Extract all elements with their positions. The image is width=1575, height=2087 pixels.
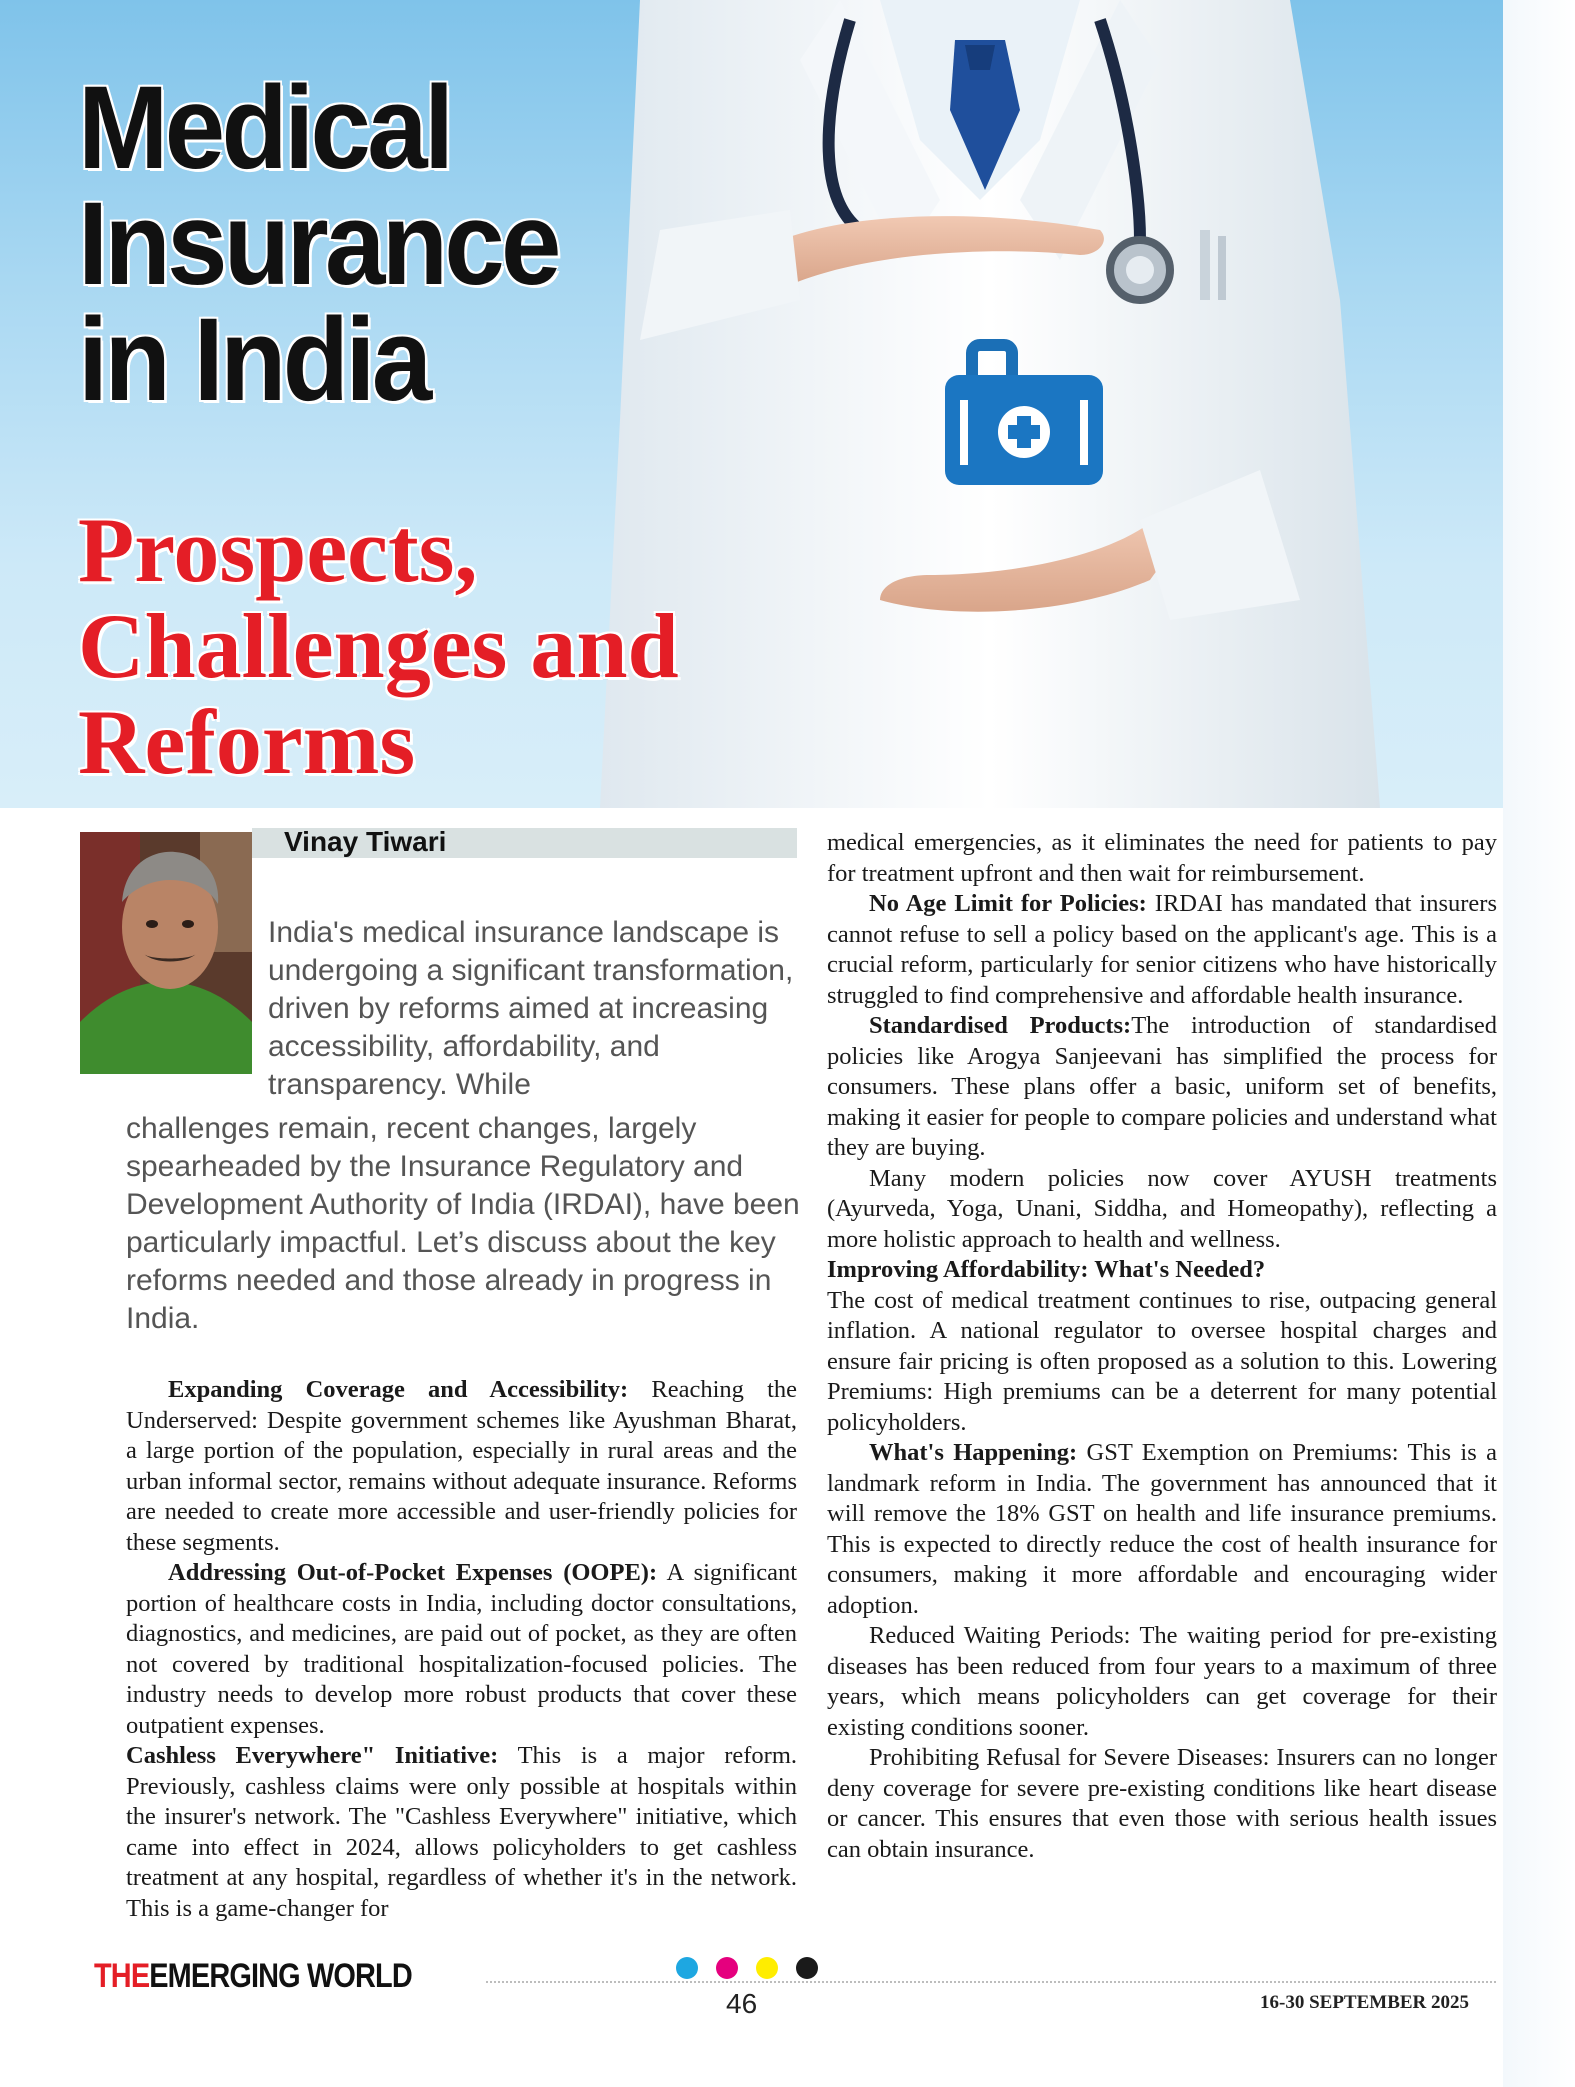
paragraph <box>827 1286 1497 1439</box>
hero-image <box>0 0 1503 808</box>
paragraph-text: GST Exemption on Premiums: This is a landmark reform in India. The government has announced that it will remove the 18% GST on health and life insurance premiums. This is expected to directly reduce the cost of health insurance for consumers, making it more affordable and encouraging wider adoption. <box>827 1439 1497 1619</box>
registration-mark-magenta-icon <box>716 1957 738 1979</box>
page-edge <box>1503 0 1575 2087</box>
intro-text-part-2: challenges remain, recent changes, largely spearheaded by the Insurance Regulatory and Development Authority of India (IRDAI), have been particularly impactful. Let’s discuss about the key reforms needed and those already in progress in India. <box>126 1112 800 1335</box>
paragraph-text: The introduction of standardised policies like Arogya Sanjeevani has simplified the process for consumers. These plans offer a basic, uniform set of benefits, making it easier for people to compare policies and understand what they are buying. <box>827 1012 1497 1161</box>
registration-mark-cyan-icon <box>676 1957 698 1979</box>
headline-line: Insurance <box>78 178 558 310</box>
paragraph <box>126 1741 797 1924</box>
section-heading: Improving Affordability: What's Needed? <box>827 1256 1266 1283</box>
paragraph-text: The cost of medical treatment continues to rise, outpacing general inflation. A national regulator to oversee hospital charges and ensure fair pricing is often proposed as a solution to this. Lowering Premiums: High premiums can be a deterrent for many potential policyholders. <box>827 1286 1497 1436</box>
paragraph-text: IRDAI has mandated that insurers cannot refuse to sell a policy based on the applicant's age. This is a crucial reform, particularly for senior citizens who have historically struggled to find comprehensive and affordable health insurance. <box>827 890 1497 1009</box>
headline <box>78 62 558 426</box>
logo-the: THE <box>94 1957 150 1995</box>
left-column <box>126 1375 797 1924</box>
issue-date: 16-30 SEPTEMBER 2025 <box>1260 1992 1470 2013</box>
page-number: 46 <box>726 1988 758 2019</box>
right-column <box>827 828 1497 1865</box>
paragraph-heading: No Age Limit for Policies: <box>869 890 1147 917</box>
headline-line: in India <box>78 294 429 426</box>
paragraph-heading: Expanding Coverage and Accessibility: <box>168 1376 629 1403</box>
subheadline-line: Prospects, <box>78 499 478 601</box>
paragraph <box>827 889 1497 1011</box>
paragraph-text: Reduced Waiting Periods: The waiting period for pre-existing diseases has been reduced from four years to a maximum of three years, which means policyholders can get coverage for their existing conditions sooner. <box>827 1622 1497 1741</box>
author-photo <box>80 832 252 1074</box>
paragraph <box>827 828 1497 889</box>
paragraph-text: This is a major reform. Previously, cashless claims were only possible at hospitals within the insurer's network. The "Cashless Everywhere" initiative, which came into effect in 2024, allows policyholders to get cashless treatment at any hospital, regardless of whether it's in the network. This is a game-changer for <box>126 1742 797 1922</box>
subheadline <box>78 499 679 793</box>
paragraph <box>827 1164 1497 1256</box>
footer-divider <box>486 1981 1496 1983</box>
paragraph-heading: Addressing Out-of-Pocket Expenses (OOPE): <box>168 1559 658 1586</box>
paragraph <box>126 1558 797 1741</box>
paragraph <box>827 1011 1497 1164</box>
paragraph-text: Many modern policies now cover AYUSH treatments (Ayurveda, Yoga, Unani, Siddha, and Homeopathy), reflecting a more holistic approach to health and wellness. <box>827 1164 1497 1253</box>
registration-mark-black-icon <box>796 1957 818 1979</box>
paragraph <box>827 1743 1497 1865</box>
subheadline-line: Reforms <box>78 691 416 793</box>
paragraph-text: A significant portion of healthcare costs in India, including doctor consultations, diagnostics, and medicines, are paid out of pocket, as they are often not covered by traditional hospitalization-focused policies. The industry needs to develop more robust products that cover these outpatient expenses. <box>126 1559 797 1739</box>
paragraph-heading: What's Happening: <box>869 1439 1078 1466</box>
paragraph-heading: Standardised Products: <box>869 1012 1132 1039</box>
intro-text-part-1: India's medical insurance landscape is undergoing a significant transformation, driven by reforms aimed at increasing accessibility, affordability, and transparency. While <box>268 916 794 1101</box>
headline-line: Medical <box>78 62 451 194</box>
paragraph-text: Reaching the Underserved: Despite government schemes like Ayushman Bharat, a large portion of the population, especially in rural areas and the urban informal sector, remains without adequate insurance. Reforms are needed to create more accessible and user-friendly policies for these segments. <box>126 1376 797 1556</box>
paragraph <box>126 1375 797 1558</box>
subheadline-line: Challenges and <box>78 595 679 697</box>
registration-mark-yellow-icon <box>756 1957 778 1979</box>
logo-name: EMERGING WORLD <box>149 1957 412 1995</box>
author-name: Vinay Tiwari <box>284 826 447 857</box>
magazine-logo <box>94 1957 412 1996</box>
author-portrait-icon <box>80 832 252 1074</box>
paragraph-heading: Cashless Everywhere" Initiative: <box>126 1742 499 1769</box>
paragraph-text: Prohibiting Refusal for Severe Diseases: Insurers can no longer deny coverage for severe pre-existing conditions like heart disease or cancer. This ensures that even those with serious health issues can obtain insurance. <box>827 1744 1497 1863</box>
paragraph <box>827 1438 1497 1621</box>
paragraph-text: medical emergencies, as it eliminates the need for patients to pay for treatment upfront and then wait for reimbursement. <box>827 829 1497 887</box>
paragraph <box>827 1621 1497 1743</box>
